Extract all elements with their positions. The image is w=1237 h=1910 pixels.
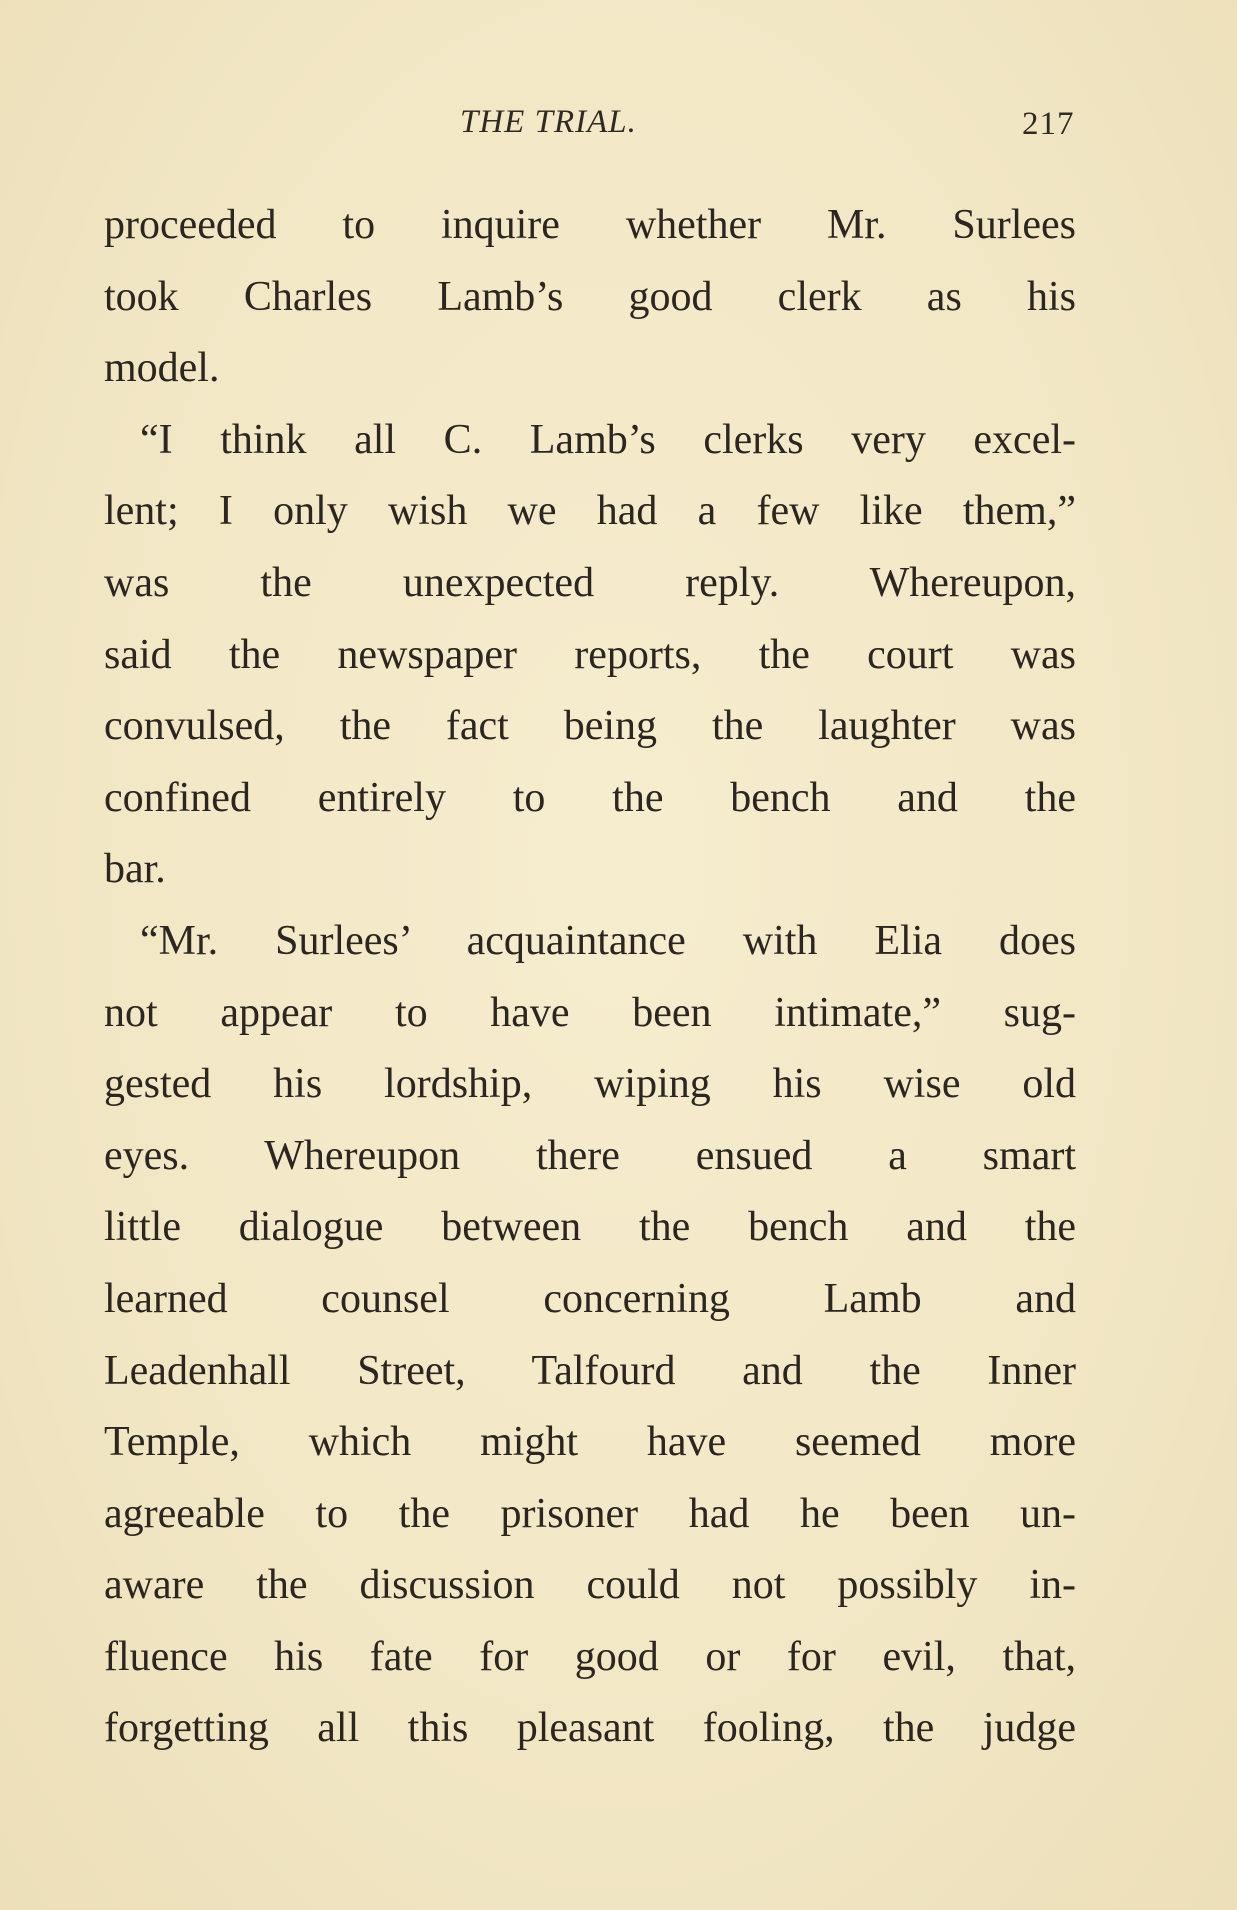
text-line: Leadenhall Street, Talfourd and the Inner [104,1347,1076,1394]
text-line: said the newspaper reports, the court was [104,631,1076,678]
text-line: was the unexpected reply. Whereupon, [104,559,1076,606]
text-line: not appear to have been intimate,” sug- [104,989,1076,1036]
text-line: convulsed, the fact being the laughter was [104,703,1076,750]
text-line: aware the discussion could not possibly in- [104,1562,1076,1609]
text-line: fluence his fate for good or for evil, that, [104,1633,1076,1680]
text-line: “I think all C. Lamb’s clerks very excel- [140,416,1076,463]
running-title: THE TRIAL. [460,104,637,140]
text-line: proceeded to inquire whether Mr. Surlees [104,202,1076,248]
text-line: bar. [104,846,166,893]
text-line: model. [104,345,220,392]
text-line: forgetting all this pleasant fooling, the judge [104,1705,1076,1752]
text-line: agreeable to the prisoner had he been un- [104,1490,1076,1537]
text-line: gested his lordship, wiping his wise old [104,1061,1076,1108]
text-line: confined entirely to the bench and the [104,774,1076,821]
text-line: eyes. Whereupon there ensued a smart [104,1132,1076,1179]
text-line: little dialogue between the bench and the [104,1204,1076,1251]
text-line: took Charles Lamb’s good clerk as his [104,273,1076,320]
text-line: learned counsel concerning Lamb and [104,1275,1076,1322]
page-number: 217 [1022,106,1075,142]
text-line: “Mr. Surlees’ acquaintance with Elia does [140,917,1076,964]
text-line: lent; I only wish we had a few like them,” [104,488,1076,535]
running-head [0,104,1237,154]
body-text [104,190,1076,1765]
text-line: Temple, which might have seemed more [104,1419,1076,1466]
